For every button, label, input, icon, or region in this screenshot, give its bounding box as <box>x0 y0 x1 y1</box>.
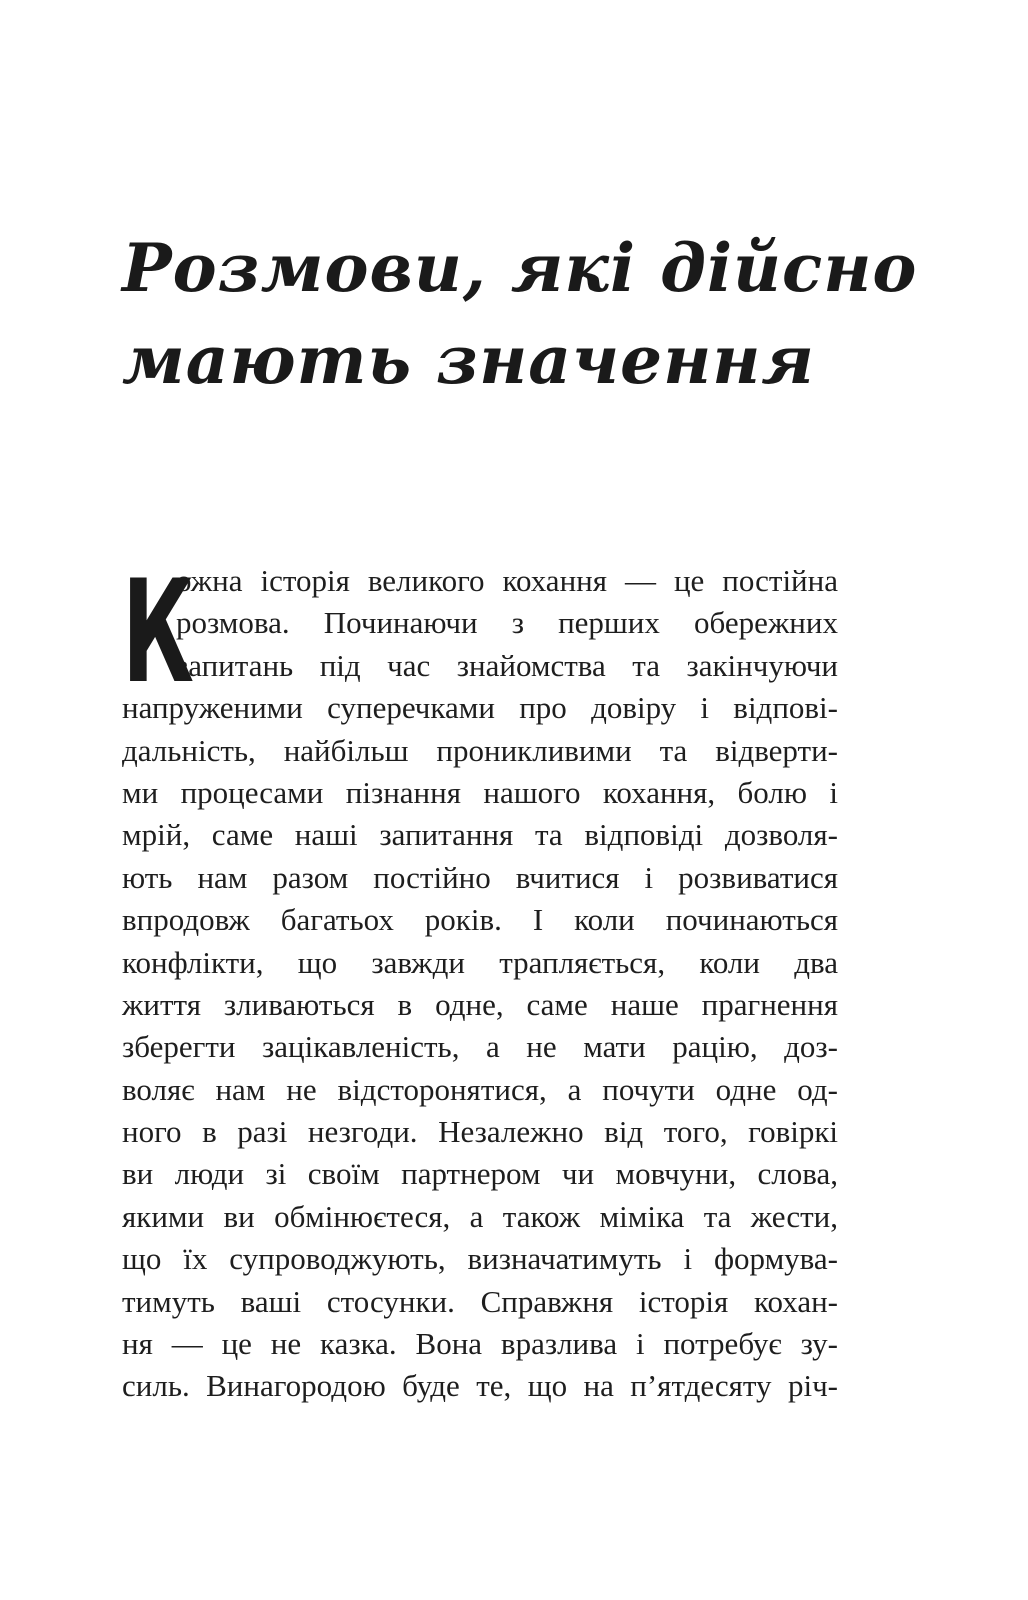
body-text <box>122 550 838 1408</box>
text-line: впродовж багатьох років. І коли починаються <box>122 902 838 938</box>
text-line: ми процесами пізнання нашого кохання, болю і <box>122 774 838 810</box>
text-line: життя зливаються в одне, саме наше прагнення <box>122 986 838 1022</box>
text-line: мрій, саме наші запитання та відповіді дозволя- <box>122 817 838 853</box>
text-line: ожна історія великого кохання — це постійна <box>176 563 838 598</box>
text-line: ви люди зі своїм партнером чи мовчуни, слова, <box>122 1156 838 1192</box>
chapter-title <box>122 222 918 406</box>
drop-cap: К <box>122 550 194 715</box>
chapter-title-line-2: мають значення <box>122 321 815 399</box>
text-line: ного в разі незгоди. Незалежно від того, говіркі <box>122 1114 838 1150</box>
text-line: воляє нам не відсторонятися, а почути одне од- <box>122 1071 838 1107</box>
text-line: конфлікти, що завжди трапляється, коли два <box>122 944 838 980</box>
text-line: силь. Винагородою буде те, що на п’ятдесяту річ- <box>122 1368 838 1404</box>
text-line: ня — це не казка. Вона вразлива і потребує зу- <box>122 1326 838 1362</box>
text-line: тимуть ваші стосунки. Справжня історія кохан- <box>122 1283 838 1319</box>
text-line: напруженими суперечками про довіру і відпові- <box>122 690 838 726</box>
text-line: дальність, найбільш проникливими та відверти- <box>122 732 838 768</box>
text-line: зберегти зацікавленість, а не мати рацію, доз- <box>122 1029 838 1065</box>
text-line: якими ви обмінюєтеся, а також міміка та жести, <box>122 1198 838 1234</box>
text-line: розмова. Починаючи з перших обережних <box>176 605 838 641</box>
text-line: запитань під час знайомства та закінчуючи <box>176 647 838 683</box>
text-line: що їх супроводжують, визначатимуть і формува- <box>122 1241 838 1277</box>
chapter-title-line-1: Розмови, які дійсно <box>122 229 918 307</box>
text-line: ють нам разом постійно вчитися і розвиватися <box>122 859 838 895</box>
